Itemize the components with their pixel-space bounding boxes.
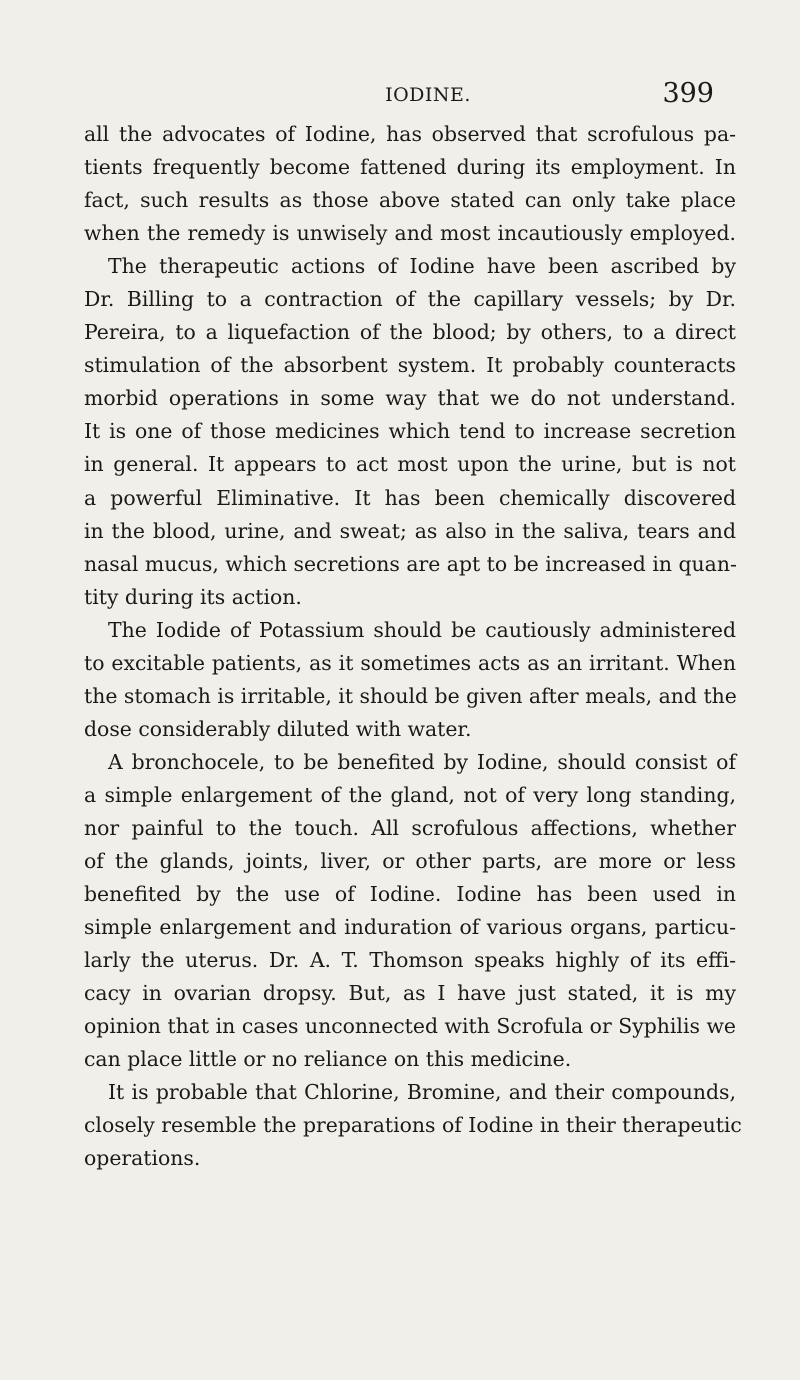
text-line: nasal mucus, which secretions are apt to be increased in quan- [84,551,737,576]
text-line: It is one of those medicines which tend to increase secretion [84,419,736,444]
text-line: operations. [84,1146,201,1171]
text-line: simple enlargement and induration of various organs, particu- [84,915,736,940]
text-line: of the glands, joints, liver, or other parts, are more or less [84,849,736,874]
text-line: benefited by the use of Iodine. Iodine has been used in [84,882,736,907]
text-line: The therapeutic actions of Iodine have been ascribed by [108,254,736,279]
text-line: a simple enlargement of the gland, not of very long standing, [84,782,736,807]
text-line: a powerful Eliminative. It has been chemically discovered [84,485,736,510]
text-line: dose considerably diluted with water. [84,716,472,741]
page-header [0,78,800,114]
text-line: cacy in ovarian dropsy. But, as I have just stated, it is my [84,981,736,1006]
text-line: in the blood, urine, and sweat; as also in the saliva, tears and [84,518,736,543]
running-title: IODINE. [385,84,471,106]
text-line: nor painful to the touch. All scrofulous affections, whether [84,815,736,840]
text-line: the stomach is irritable, it should be given after meals, and the [84,683,737,708]
text-line: all the advocates of Iodine, has observed that scrofulous pa- [84,122,736,146]
text-line: Pereira, to a liquefaction of the blood; by others, to a direct [84,320,736,345]
text-line: in general. It appears to act most upon the urine, but is not [84,452,736,477]
text-line: opinion that in cases unconnected with Scrofula or Syphilis we [84,1014,736,1039]
text-line: stimulation of the absorbent system. It probably counteracts [84,353,736,378]
text-line: Dr. Billing to a contraction of the capillary vessels; by Dr. [84,287,736,312]
text-line: tients frequently become fattened during its employment. In [84,155,736,180]
text-line: to excitable patients, as it sometimes acts as an irritant. When [84,650,736,675]
text-line: tity during its action. [84,584,302,609]
page-number: 399 [662,78,714,109]
body-text [84,118,742,1176]
text-line: closely resemble the preparations of Iodine in their therapeutic [84,1113,742,1138]
text-line: morbid operations in some way that we do not understand. [84,386,736,411]
text-line: larly the uterus. Dr. A. T. Thomson speaks highly of its effi- [84,948,736,973]
text-line: A bronchocele, to be benefited by Iodine, should consist of [108,749,736,774]
text-line: can place little or no reliance on this medicine. [84,1047,572,1072]
text-line: when the remedy is unwisely and most incautiously employed. [84,221,736,246]
text-line: fact, such results as those above stated can only take place [84,188,736,213]
text-line: The Iodide of Potassium should be cautiously administered [108,617,736,642]
text-line: It is probable that Chlorine, Bromine, and their compounds, [108,1080,736,1105]
